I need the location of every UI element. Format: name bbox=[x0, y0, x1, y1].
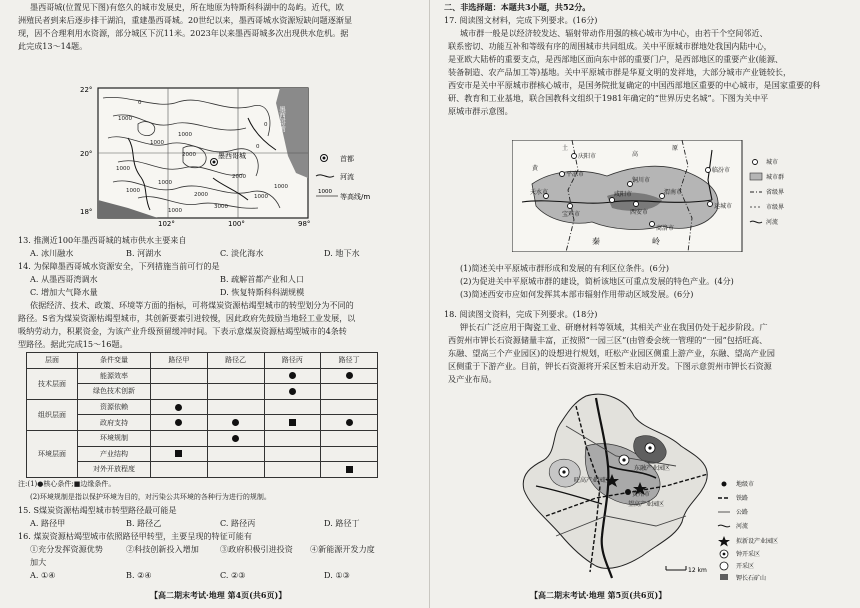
label-pingliang: 平凉市 bbox=[566, 171, 585, 178]
q17-sub-1: (1)简述关中平原城市群形成和发展的有利区位条件。(6分) bbox=[460, 263, 670, 273]
legend-river: 河流 bbox=[340, 173, 354, 181]
legend-river-2: 河流 bbox=[766, 219, 779, 226]
label-shangluo: 商洛市 bbox=[656, 225, 675, 232]
edge-condition-square bbox=[289, 419, 296, 426]
legend-feldspar-mine: 钾长石矿山 bbox=[736, 575, 767, 581]
contour-label: 2000 bbox=[232, 174, 246, 180]
q15-option-c[interactable]: C. 路径丙 bbox=[220, 518, 256, 528]
contour-label: 2000 bbox=[182, 152, 196, 158]
legend-contour: 等高线/m bbox=[340, 193, 371, 201]
q16-option-b[interactable]: B. ②④ bbox=[126, 570, 152, 580]
lat-label-18: 18° bbox=[80, 208, 93, 216]
label-yuncheng: 运城市 bbox=[714, 203, 733, 210]
q14-option-d[interactable]: D. 恢复特斯科科湖规模 bbox=[220, 287, 305, 297]
th-path-b: 路径乙 bbox=[207, 353, 264, 369]
passage2-line-4: 型路径。据此完成15～16题。 bbox=[18, 339, 128, 349]
edge-condition-square bbox=[346, 466, 353, 473]
q14-option-a[interactable]: A. 从墨西哥湾调水 bbox=[30, 274, 98, 284]
contour-label: 1000 bbox=[116, 166, 130, 172]
q18-passage-1: 钾长石广泛应用于陶瓷工业、研磨材料等领域，其相关产业在我国仍处于起步阶段。广 bbox=[460, 322, 768, 332]
q17-passage-7: 原城市群示意图。 bbox=[448, 106, 513, 116]
q18-passage-4: 区侧重于下游产业。目前，钾长石资源将开采区暂未启动开发。下图示意贺州市钾长石资源 bbox=[448, 361, 772, 371]
legend-provincial: 省级界 bbox=[766, 189, 785, 196]
legend-road: 公路 bbox=[736, 509, 749, 516]
th-variable: 条件变量 bbox=[78, 353, 151, 369]
core-condition-dot bbox=[175, 404, 182, 411]
q17-passage-6: 研、教育和工业基地，联合国教科文组织于1981年确定的“世界历史名城”。下图为关中平 bbox=[448, 93, 769, 103]
legend-city: 城市 bbox=[766, 159, 779, 166]
legend-city-group: 城市群 bbox=[766, 174, 785, 181]
page-5 bbox=[430, 0, 860, 608]
var-government-support: 政府支持 bbox=[78, 415, 151, 431]
contour-label: 0 bbox=[138, 100, 142, 106]
label-xian: 西安市 bbox=[630, 209, 649, 216]
label-wanggao-park-2: 望高产业园区 bbox=[628, 501, 665, 508]
intro-line-4: 此完成13～14题。 bbox=[18, 41, 88, 51]
q17-passage-2: 联系密切、功能互补和等级有序的周围城市共同组成。关中平原城市群地处我国内陆中心， bbox=[448, 41, 772, 51]
table-note-1: 注:(1)●核心条件;■边缘条件。 bbox=[18, 480, 116, 488]
group-org: 组织层面 bbox=[27, 399, 78, 430]
var-openness: 对外开放程度 bbox=[78, 462, 151, 478]
q13-option-a[interactable]: A. 冰川融水 bbox=[30, 248, 74, 258]
label-dongrong-park: 东融产业园区 bbox=[634, 465, 671, 472]
passage2-line-1: 依据经济、技术、政策、环境等方面的指标，可将煤炭资源枯竭型城市的转型划分为不同的 bbox=[30, 300, 354, 310]
section-2-title: 二、非选择题：本题共3小题，共52分。 bbox=[444, 2, 591, 12]
label-qinling-1: 秦 bbox=[592, 237, 600, 246]
intro-line-2: 洲殖民者到来后逐步排干湖泊，重建墨西哥城。20世纪以来，墨西哥城水资源短缺问题逐渐显 bbox=[18, 15, 353, 25]
contour-label: 0 bbox=[264, 122, 268, 128]
legend-railway: 铁路 bbox=[736, 495, 749, 502]
contour-label: 1000 bbox=[158, 180, 172, 186]
label-tongchuan: 铜川市 bbox=[632, 177, 651, 184]
label-baoji: 宝鸡市 bbox=[562, 211, 581, 218]
q13-stem: 13. 推测近100年墨西哥城的城市供水主要来自 bbox=[18, 235, 187, 245]
legend-capital: 首都 bbox=[340, 155, 354, 163]
lon-label-100: 100° bbox=[228, 220, 245, 228]
th-path-c: 路径丙 bbox=[264, 353, 321, 369]
lat-label-20: 20° bbox=[80, 150, 93, 158]
contour-label: 1000 bbox=[274, 184, 288, 190]
lon-label-102: 102° bbox=[158, 220, 175, 228]
q17-sub-3: (3)简述西安市应如何发挥其本部市辐射作用带动区域发展。(6分) bbox=[460, 289, 694, 299]
lon-label-98: 98° bbox=[298, 220, 311, 228]
q13-option-b[interactable]: B. 河湖水 bbox=[126, 248, 162, 258]
legend-contour-value: 1000 bbox=[318, 189, 332, 195]
q16-statement-4-cont: 加大 bbox=[30, 557, 47, 567]
group-tech: 技术层面 bbox=[27, 368, 78, 399]
q16-statement-3: ③政府积极引进投资 bbox=[220, 544, 293, 554]
legend-river-3: 河流 bbox=[736, 523, 749, 530]
q18-passage-5: 及产业布局。 bbox=[448, 374, 497, 384]
q17-stem: 17. 阅读图文材料，完成下列要求。(16分) bbox=[444, 15, 598, 25]
q15-stem: 15. S煤炭资源枯竭型城市转型路径最可能是 bbox=[18, 505, 177, 515]
contour-label: 1000 bbox=[126, 188, 140, 194]
legend-municipal: 市级界 bbox=[766, 204, 785, 211]
q16-stem: 16. 煤炭资源枯竭型城市依照路径甲转型，主要呈现的特征可能有 bbox=[18, 531, 252, 541]
lat-label-22: 22° bbox=[80, 86, 93, 94]
var-green-innovation: 绿色技术创新 bbox=[78, 384, 151, 400]
legend-new-park: 拟新设产业园区 bbox=[736, 538, 779, 545]
legend-prefecture-city: 地级市 bbox=[736, 481, 755, 488]
q15-option-d[interactable]: D. 路径丁 bbox=[324, 518, 360, 528]
contour-label: 1000 bbox=[150, 140, 164, 146]
intro-line-1: 墨西哥城(位置见下图)有悠久的城市发展史，所在地原为特斯科科湖中的岛屿。近代，欧 bbox=[30, 2, 344, 12]
contour-label: 1000 bbox=[118, 116, 132, 122]
label-qingyang: 庆阳市 bbox=[578, 153, 597, 160]
mexico-city-map bbox=[18, 58, 418, 228]
q16-statement-4: ④新能源开发力度 bbox=[310, 544, 375, 554]
q16-option-d[interactable]: D. ①③ bbox=[324, 570, 350, 580]
gulf-label: 墨西哥湾 bbox=[278, 106, 286, 132]
contour-label: 0 bbox=[256, 144, 260, 150]
label-tianshui: 天水市 bbox=[530, 189, 549, 196]
label-loess-3: 高 bbox=[632, 151, 639, 158]
core-condition-dot bbox=[346, 372, 353, 379]
var-industry-structure: 产业结构 bbox=[78, 446, 151, 462]
label-weinan: 渭南市 bbox=[664, 189, 683, 196]
contour-label: 1000 bbox=[254, 194, 268, 200]
group-env: 环境层面 bbox=[27, 430, 78, 477]
edge-condition-square bbox=[175, 450, 182, 457]
label-linfen: 临汾市 bbox=[712, 167, 731, 174]
q14-option-b[interactable]: B. 疏解首都产业和人口 bbox=[220, 274, 304, 284]
label-loess-2: 土 bbox=[562, 145, 569, 152]
q16-option-a[interactable]: A. ①④ bbox=[30, 570, 56, 580]
contour-label: 2000 bbox=[194, 192, 208, 198]
page-5-footer: 【高二期末考试·地理 第5页(共6页)】 bbox=[530, 590, 667, 600]
label-loess: 黄 bbox=[532, 165, 539, 172]
label-xianyang: 咸阳市 bbox=[614, 191, 633, 198]
q16-option-c[interactable]: C. ②③ bbox=[220, 570, 246, 580]
th-level: 层面 bbox=[27, 353, 78, 369]
core-condition-dot bbox=[175, 419, 182, 426]
guanzhong-urban-map bbox=[512, 140, 822, 252]
transition-paths-table bbox=[26, 352, 378, 478]
q17-passage-5: 西安市是关中平原城市群核心城市，是国务院批复确定的中国西部地区重要的中心城市，是国家重要的科 bbox=[448, 80, 821, 90]
q15-option-b[interactable]: B. 路径乙 bbox=[126, 518, 162, 528]
label-hezhou: 贺州市 bbox=[632, 491, 651, 498]
q17-passage-3: 是亚欧大陆桥的重要支点，是西部地区面向东中部的重要门户，是西部地区的重要产业(能源、 bbox=[448, 54, 784, 64]
label-qinling-2: 岭 bbox=[652, 237, 660, 246]
q17-passage-4: 装备制造、农产品加工等)基地。关中平原城市群是华夏文明的发祥地，大部分城市产业链较长， bbox=[448, 67, 792, 77]
var-env-regulation: 环境规制 bbox=[78, 430, 151, 446]
contour-label: 3000 bbox=[214, 204, 228, 210]
q14-stem: 14. 为保障墨西哥城水资源安全，下列措施当前可行的是 bbox=[18, 261, 220, 271]
table-note-2: (2)环境规制是指以保护环境为目的，对污染公共环境的各种行为进行的规制。 bbox=[30, 493, 271, 501]
th-path-a: 路径甲 bbox=[151, 353, 208, 369]
contour-label: 1000 bbox=[178, 132, 192, 138]
q16-statement-2: ②科技创新投入增加 bbox=[126, 544, 199, 554]
label-wanggao-park: 旺高产业园区 bbox=[574, 477, 611, 484]
var-resource-dependence: 资源依赖 bbox=[78, 399, 151, 415]
var-energy-efficiency: 能源效率 bbox=[78, 368, 151, 384]
capital-label: 墨西哥城 bbox=[218, 152, 246, 160]
q18-passage-2: 西贺州市钾长石资源储量丰富，正按照“一园三区”(由管委会统一管理的“一园”包括旺高、 bbox=[448, 335, 768, 345]
contour-label: 1000 bbox=[168, 208, 182, 214]
core-condition-dot bbox=[289, 388, 296, 395]
legend-open-area: 开采区 bbox=[736, 563, 755, 570]
label-loess-4: 原 bbox=[672, 145, 679, 152]
q18-stem: 18. 阅读图文资料，完成下列要求。(18分) bbox=[444, 309, 598, 319]
hezhou-feldspar-map bbox=[516, 386, 816, 581]
q13-option-d[interactable]: D. 地下水 bbox=[324, 248, 360, 258]
page-4-footer: 【高二期末考试·地理 第4页(共6页)】 bbox=[150, 590, 287, 600]
th-path-d: 路径丁 bbox=[321, 353, 378, 369]
q15-option-a[interactable]: A. 路径甲 bbox=[30, 518, 66, 528]
passage2-line-3: 吸纳劳动力，积累资金，为该产业升级预留缓冲时间。下表示意煤炭资源枯竭型城市的4条转 bbox=[18, 326, 347, 336]
q17-passage-1: 城市群一般是以经济较发达、辐射带动作用强的核心城市为中心，由若干个空间邻近、 bbox=[460, 28, 768, 38]
legend-mining-area: 钟开采区 bbox=[736, 551, 761, 558]
core-condition-dot bbox=[232, 419, 239, 426]
q18-passage-3: 东融、望高三个产业园区)的设想进行规划，旺松产业园区侧重上游产业，东融、望高产业园 bbox=[448, 348, 775, 358]
q13-option-c[interactable]: C. 淡化海水 bbox=[220, 248, 264, 258]
q16-statement-1: ①充分发挥资源优势 bbox=[30, 544, 103, 554]
intro-line-3: 现，因不合理利用水资源，部分城区下沉11米。2023年以来墨西哥城多次出现供水危机。据 bbox=[18, 28, 349, 38]
q14-option-c[interactable]: C. 增加大气降水量 bbox=[30, 287, 98, 297]
core-condition-dot bbox=[289, 372, 296, 379]
scale-label: 12 km bbox=[688, 567, 707, 574]
q17-sub-2: (2)为促进关中平原城市群的建设，简析该地区可重点发展的特色产业。(4分) bbox=[460, 276, 734, 286]
core-condition-dot bbox=[346, 419, 353, 426]
passage2-line-2: 路径。S省为煤炭资源枯竭型城市，其创新要素引进较慢，因此政府先鼓励当地轻工业发展，以 bbox=[18, 313, 356, 323]
core-condition-dot bbox=[232, 435, 239, 442]
